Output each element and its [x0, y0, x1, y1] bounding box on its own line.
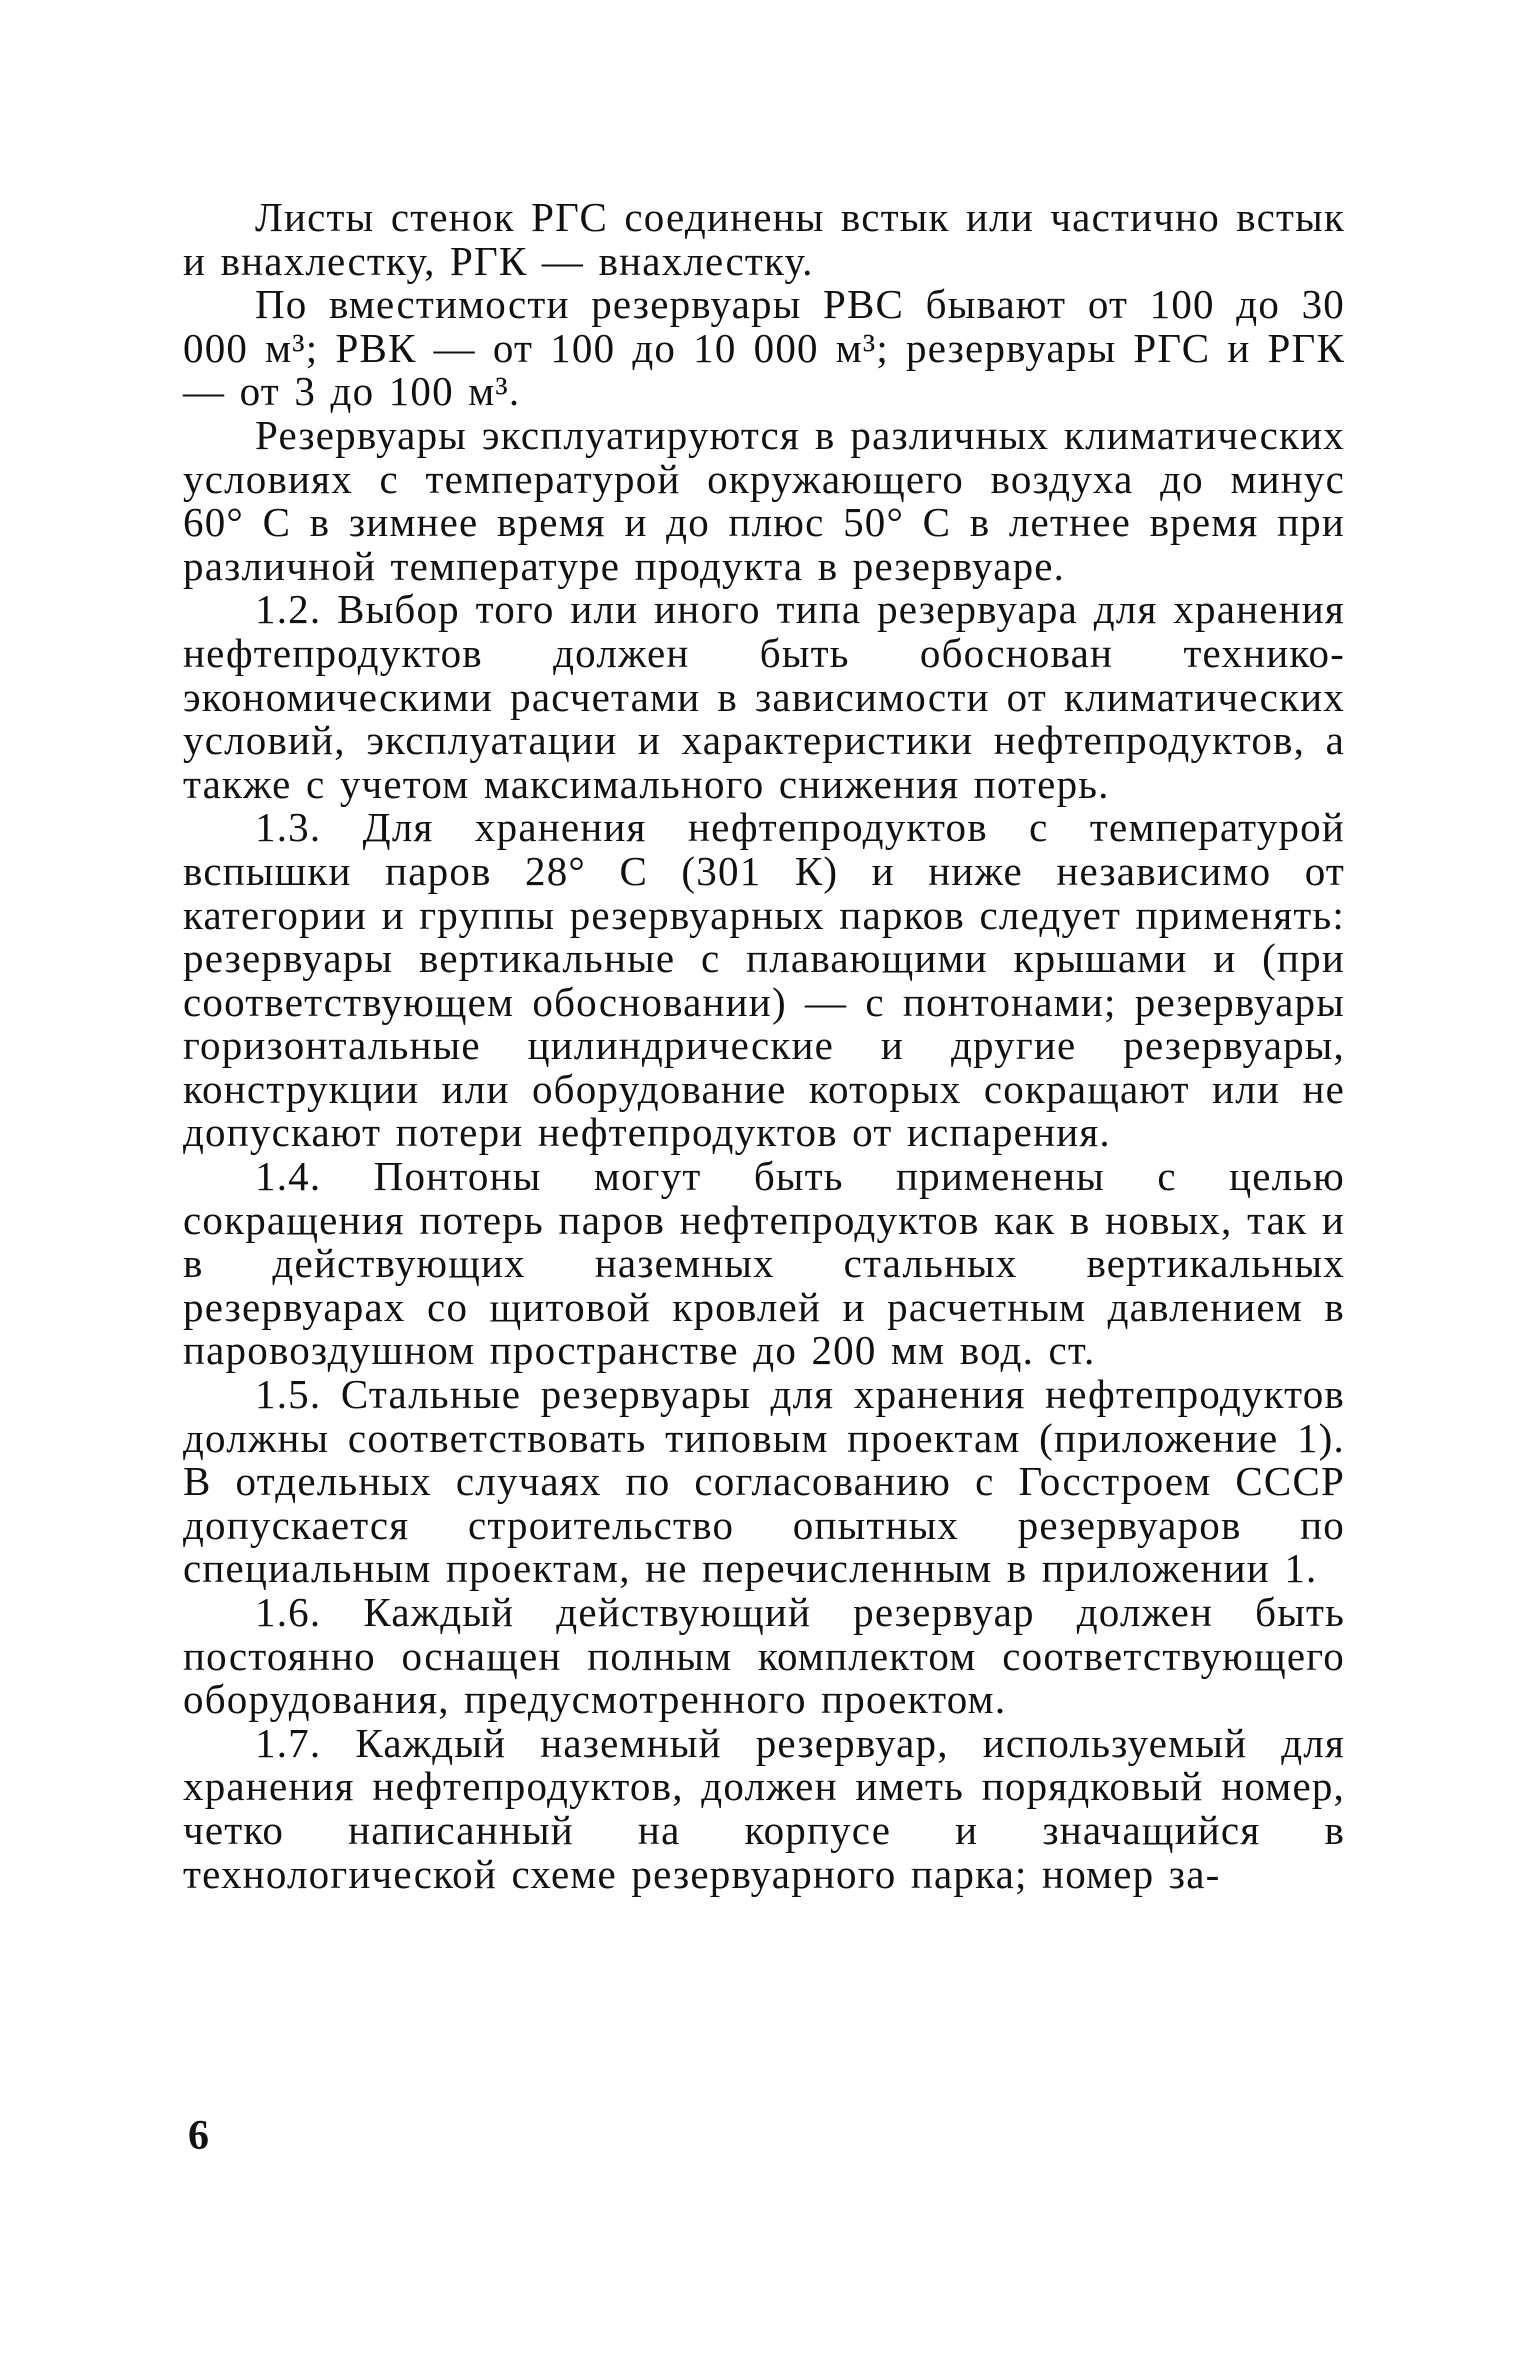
section-1-3: [183, 806, 1345, 1155]
paragraph-text: Каждый наземный резервуар, используемый для хранения нефтепродуктов, должен иметь порядковый номер, четко написанный на корпусе и значащийся в технологической схеме резервуарного парка; номер за-: [183, 1719, 1346, 1897]
paragraph: [183, 411, 1345, 589]
paragraph: [183, 283, 1345, 414]
section-1-5: [183, 1373, 1345, 1591]
paragraph-text: По вместимости резервуары РВС бывают от 100 до 30 000 м³; РВК — от 100 до 10 000 м³; резервуары РГС и РГК — от 3 до 100 м³.: [183, 281, 1345, 415]
paragraph-text: Для хранения нефтепродуктов с температурой вспышки паров 28° С (301 К) и ниже независимо от категории и группы резервуарных парков следует применять: резервуары вертикальные с плавающими крышами и (при соответствующем обосновании) — с понтонами; резервуары горизонтальные цилиндрические и другие резервуары, конструкции или оборудование которых сокращают или не допускают потери нефтепродуктов от испарения.: [183, 804, 1345, 1156]
paragraph: [183, 196, 1345, 283]
paragraph-text: Резервуары эксплуатируются в различных климатических условиях с температурой окружающего воздуха до минус 60° С в зимнее время и до плюс 50° С в летнее время при различной температуре продукта в резервуаре.: [183, 411, 1345, 589]
section-number: 1.4.: [255, 1153, 322, 1200]
section-number: 1.5.: [255, 1371, 322, 1418]
paragraph-text: Понтоны могут быть применены с целью сокращения потерь паров нефтепродуктов как в новых, так и в действующих наземных стальных вертикальных резервуарах со щитовой кровлей и расчетным давлением в паровоздушном пространстве до 200 мм вод. ст.: [183, 1153, 1345, 1374]
paragraph-text: Стальные резервуары для хранения нефтепродуктов должны соответствовать типовым проектам (приложение 1). В отдельных случаях по согласованию с Госстроем СССР допускается строительство опытных резервуаров по специальным проектам, не перечисленным в приложении 1.: [183, 1371, 1345, 1592]
page-number: 6: [188, 2113, 209, 2159]
section-1-7: [183, 1719, 1346, 1897]
section-1-2: [183, 588, 1345, 806]
section-number: 1.3.: [255, 804, 322, 851]
paragraph-text: Каждый действующий резервуар должен быть постоянно оснащен полным комплектом соответствующего оборудования, предусмотренного проектом.: [183, 1589, 1345, 1723]
paragraph-text: Листы стенок РГС соединены встык или частично встык и внахлестку, РГК — внахлестку.: [183, 194, 1345, 284]
section-1-4: [183, 1155, 1345, 1373]
section-number: 1.2.: [255, 586, 322, 633]
section-number: 1.6.: [255, 1589, 322, 1635]
document-body: [183, 196, 1345, 1896]
section-number: 1.7.: [255, 1719, 322, 1766]
section-1-6: [183, 1591, 1345, 1722]
paragraph-text: Выбор того или иного типа резервуара для хранения нефтепродуктов должен быть обоснован технико-экономическими расчетами в зависимости от климатических условий, эксплуатации и характеристики нефтепродуктов, а также с учетом максимального снижения потерь.: [183, 586, 1345, 807]
